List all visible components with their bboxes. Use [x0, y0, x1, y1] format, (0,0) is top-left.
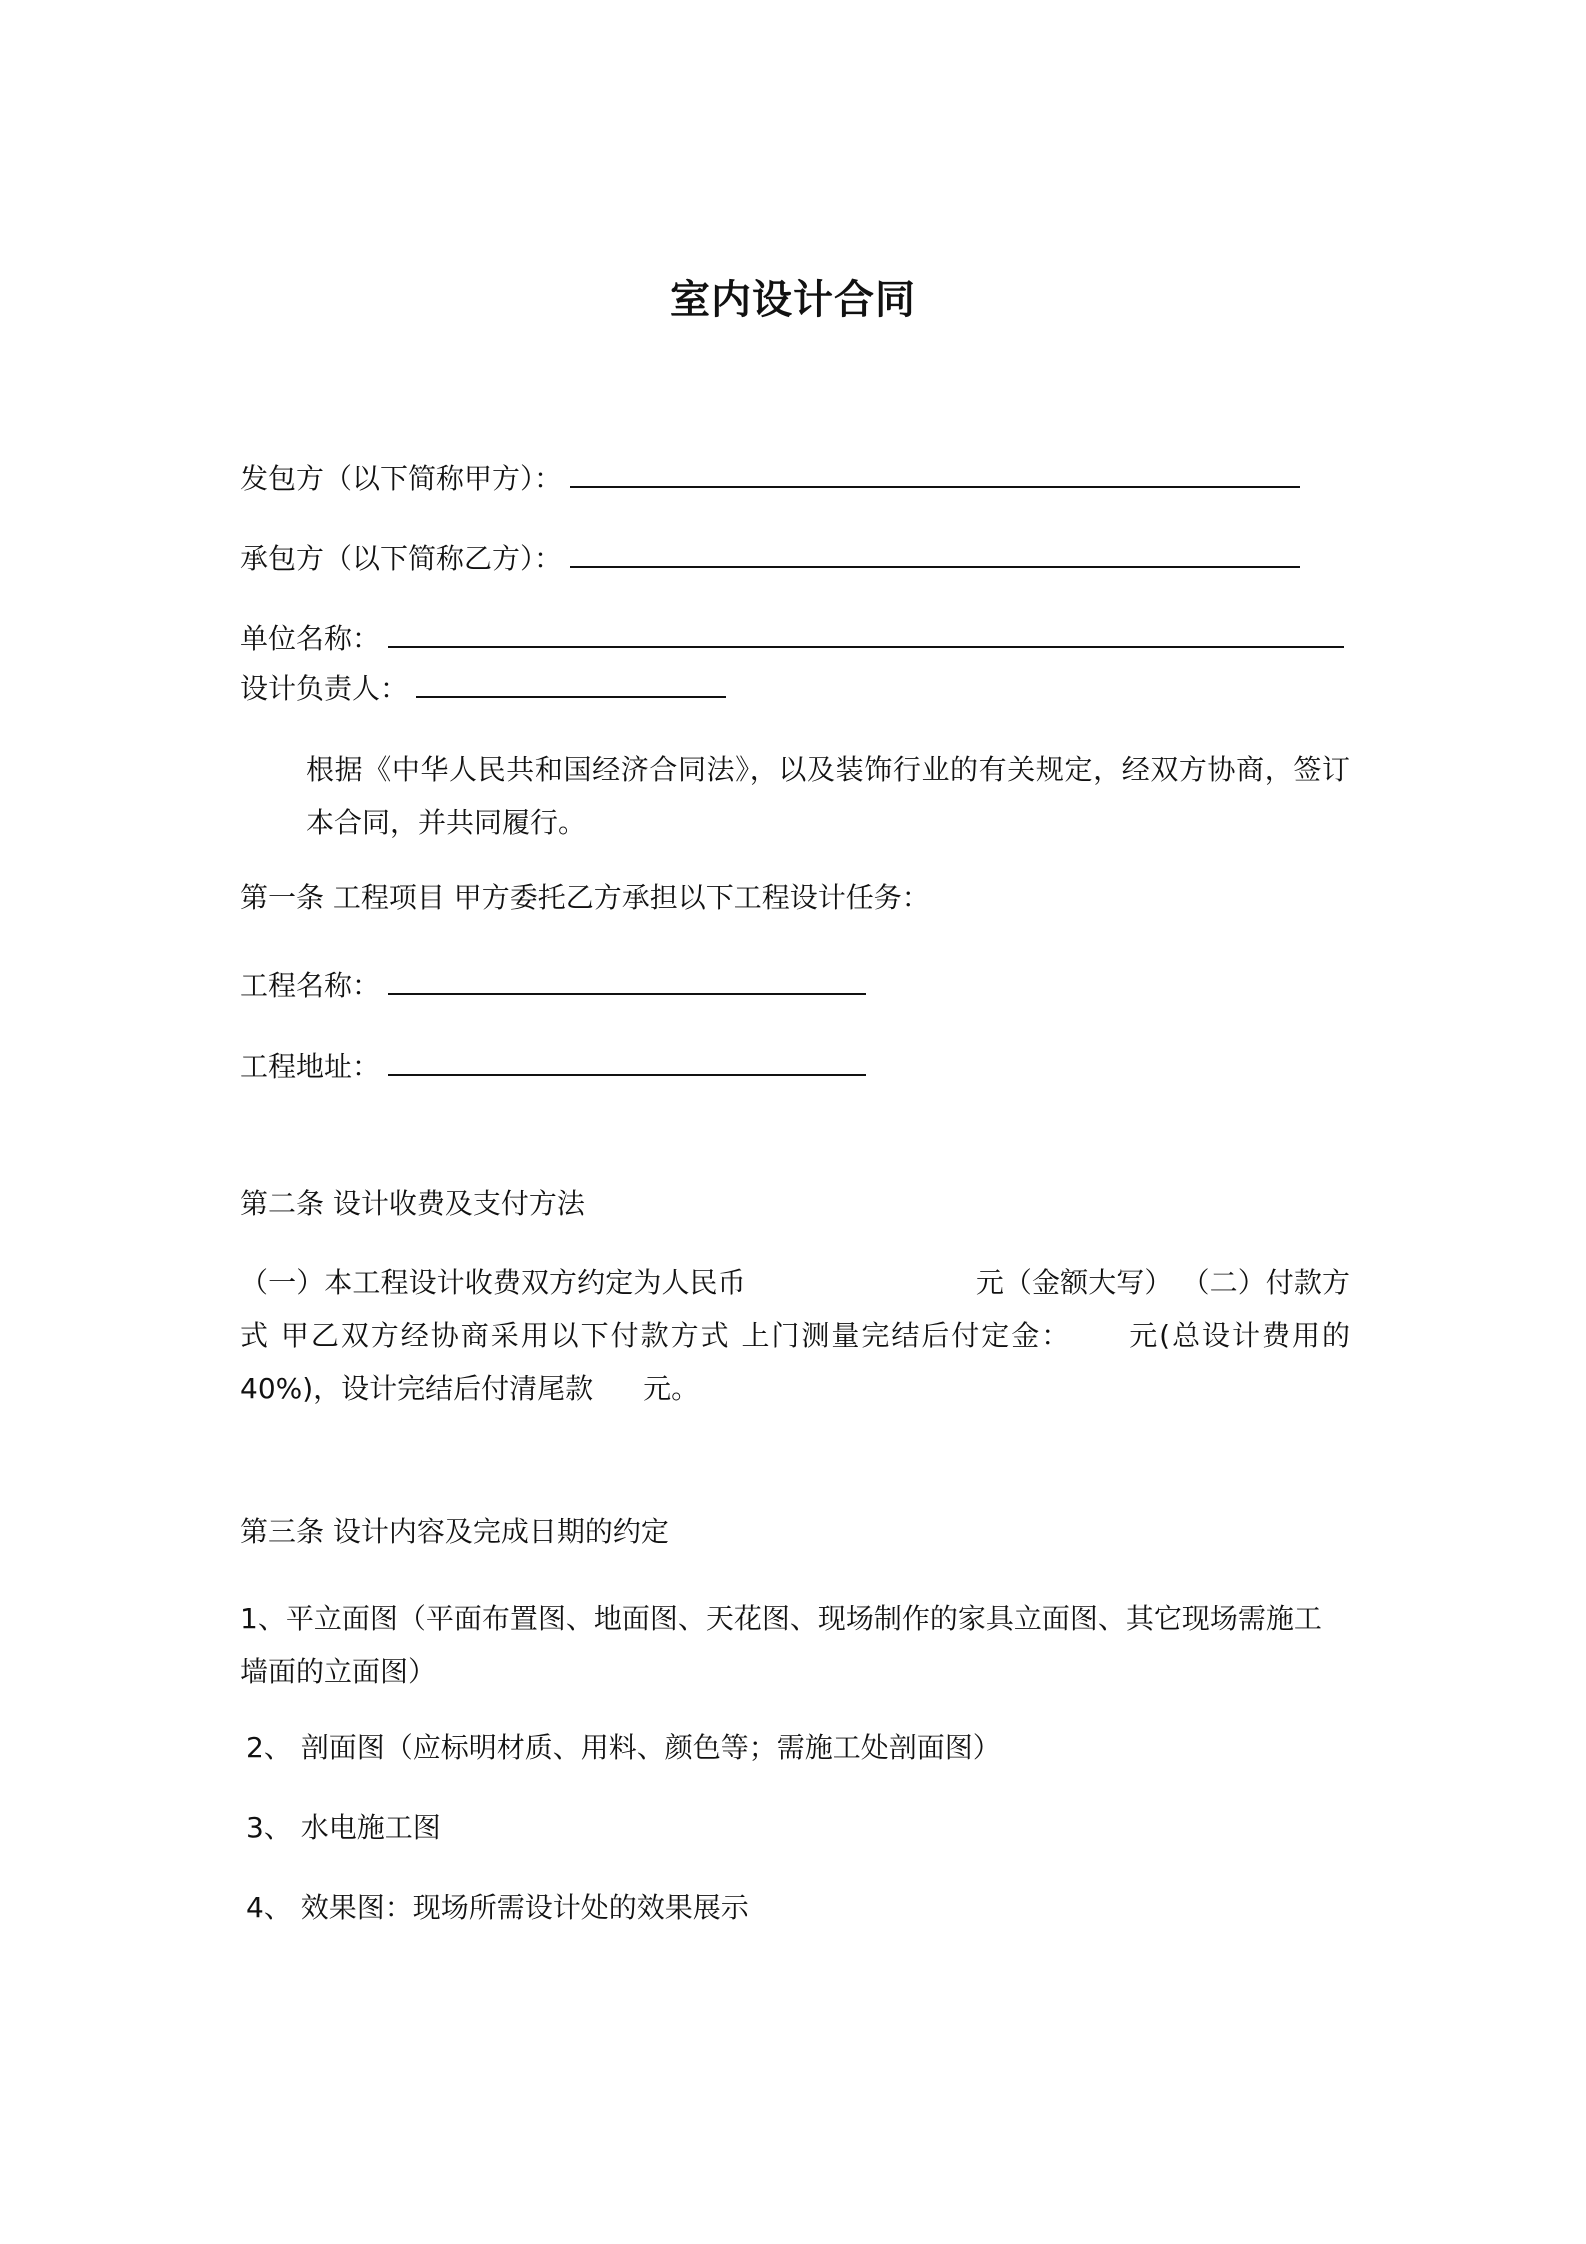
party-b-blank[interactable]: [570, 538, 1300, 568]
item-1: 1、平立面图（平面布置图、地面图、天花图、现场制作的家具立面图、其它现场需施工墙面的立面图）: [240, 1602, 1322, 1688]
project-name-label: 工程名称：: [240, 969, 381, 1002]
item-4: 4、 效果图：现场所需设计处的效果展示: [246, 1891, 749, 1924]
fee-part3: 元(总设计费用的 40%)，设计完结后付清尾款: [240, 1319, 1350, 1405]
unit-name-label: 单位名称：: [240, 622, 381, 655]
project-name-blank[interactable]: [388, 965, 866, 995]
article3-heading: 第三条 设计内容及完成日期的约定: [240, 1515, 669, 1548]
item-2: 2、 剖面图（应标明材质、用料、颜色等；需施工处剖面图）: [246, 1731, 1001, 1764]
project-name-line: [240, 965, 866, 1006]
unit-name-blank[interactable]: [388, 618, 1344, 648]
project-address-blank[interactable]: [388, 1046, 866, 1076]
design-lead-blank[interactable]: [416, 668, 726, 698]
fee-part1: （一）本工程设计收费双方约定为人民币: [240, 1266, 746, 1299]
fee-part2: 元（金额大写） （二）付款方式 甲乙双方经协商采用以下付款方式 上门测量完结后付定金：: [240, 1266, 1350, 1352]
item-3: 3、 水电施工图: [246, 1811, 441, 1844]
fee-part4: 元。: [643, 1372, 700, 1405]
party-a-blank[interactable]: [570, 458, 1300, 488]
party-a-line: [240, 458, 1300, 499]
party-a-label: 发包方（以下简称甲方）：: [240, 462, 563, 495]
project-address-line: [240, 1046, 866, 1087]
intro-paragraph: 根据《中华人民共和国经济合同法》，以及装饰行业的有关规定，经双方协商，签订本合同，并共同履行。: [306, 753, 1350, 839]
fee-paragraph: [240, 1256, 1350, 1415]
design-lead-line: [240, 668, 726, 709]
article2-heading: 第二条 设计收费及支付方法: [240, 1187, 585, 1220]
document-title: 室内设计合同: [670, 277, 916, 323]
project-address-label: 工程地址：: [240, 1050, 381, 1083]
unit-name-line: [240, 618, 1344, 659]
party-b-label: 承包方（以下简称乙方）：: [240, 542, 563, 575]
party-b-line: [240, 538, 1300, 579]
design-lead-label: 设计负责人：: [240, 672, 409, 705]
article1-heading: 第一条 工程项目 甲方委托乙方承担以下工程设计任务：: [240, 881, 930, 914]
